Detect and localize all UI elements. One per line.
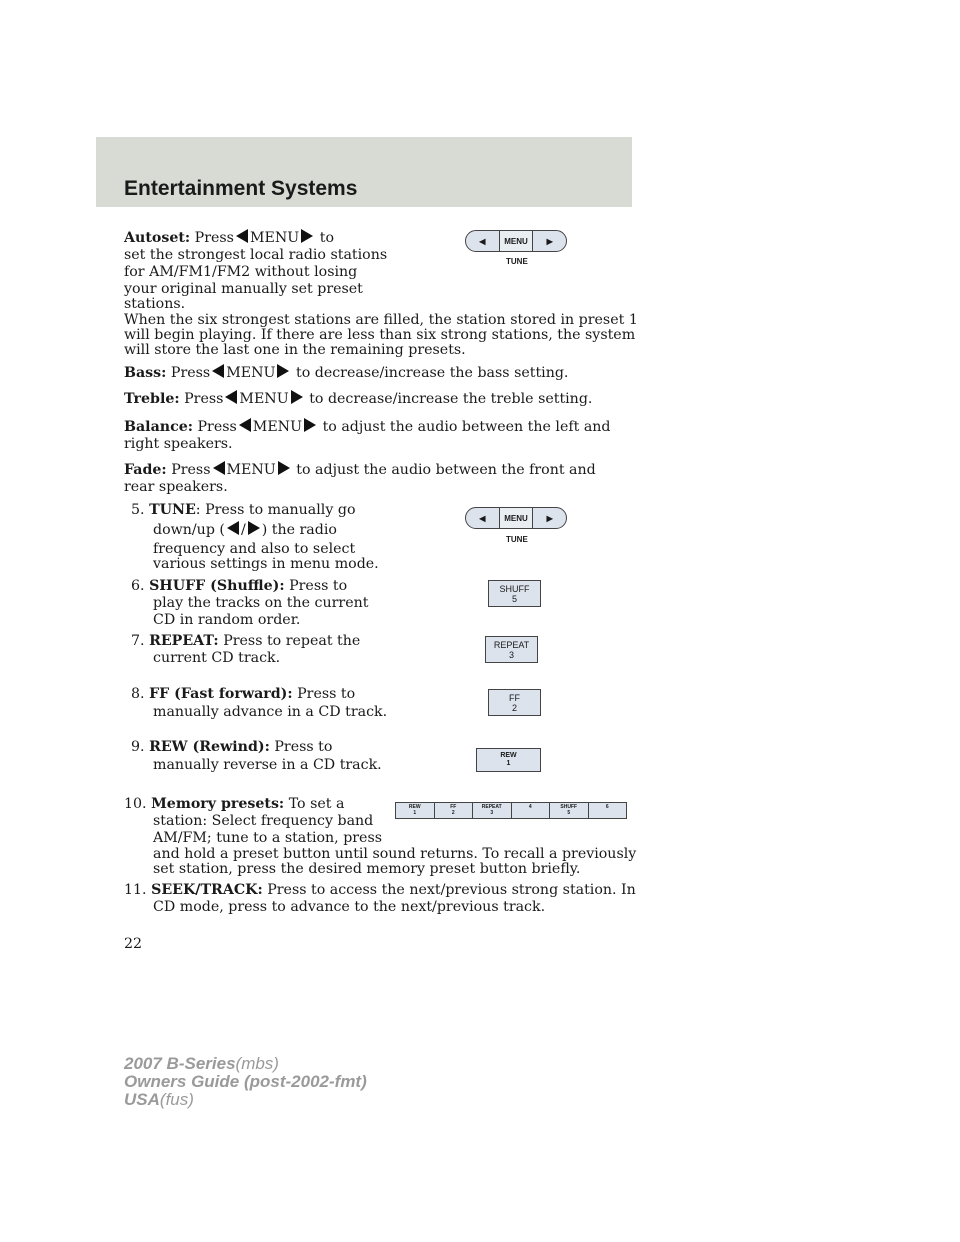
tune-right-icon: ▶ [546, 513, 553, 523]
shuff-item-line2: play the tracks on the current [153, 595, 369, 611]
page-number: 22 [124, 936, 143, 952]
seek-item-line1: 11. SEEK/TRACK: Press to access the next/previous strong station. In [124, 882, 636, 898]
autoset-line4: your original manually set preset [124, 281, 363, 297]
tune-caption: TUNE [506, 535, 528, 544]
bass-line: Bass: Press MENU to decrease/increase the bass setting. [124, 365, 569, 381]
memory-item-line2: station: Select frequency band [153, 813, 374, 829]
autoset-line5: stations. [124, 296, 186, 312]
treble-line: Treble: Press MENU to decrease/increase the treble setting. [124, 391, 593, 407]
left-arrow-icon [212, 364, 224, 378]
fade-line2: rear speakers. [124, 479, 228, 495]
tune-caption: TUNE [506, 257, 528, 266]
preset-4: 4 [512, 803, 551, 818]
right-arrow-icon [291, 390, 303, 404]
ff-item-line2: manually advance in a CD track. [153, 704, 388, 720]
autoset-line6: When the six strongest stations are filled, the station stored in preset 1 [124, 312, 638, 328]
fade-line1: Fade: Press MENU to adjust the audio between the front and [124, 462, 596, 478]
autoset-line1: Autoset: Press MENU to [124, 230, 334, 246]
footer-line3: USA(fus) [124, 1090, 194, 1109]
left-arrow-icon [225, 390, 237, 404]
ff-button-graphic: FF 2 [488, 689, 541, 716]
left-arrow-icon [239, 418, 251, 432]
left-arrow-icon [227, 521, 239, 535]
tune-item-line3: frequency and also to select [153, 541, 356, 557]
memory-item-line4: and hold a preset button until sound returns. To recall a previously [153, 846, 637, 862]
autoset-line2: set the strongest local radio stations [124, 247, 388, 263]
rew-item-line1: 9. REW (Rewind): Press to [131, 739, 333, 755]
tune-left-icon: ◀ [479, 236, 486, 246]
tune-menu-label: MENU [499, 508, 534, 528]
tune-control-graphic [465, 230, 567, 252]
footer-line2: Owners Guide (post-2002-fmt) [124, 1072, 367, 1091]
right-arrow-icon [248, 521, 260, 535]
autoset-line7: will begin playing. If there are less than six strong stations, the system [124, 327, 636, 343]
right-arrow-icon [278, 461, 290, 475]
repeat-item-line1: 7. REPEAT: Press to repeat the [131, 633, 361, 649]
right-arrow-icon [277, 364, 289, 378]
seek-item-line2: CD mode, press to advance to the next/previous track. [153, 899, 546, 915]
tune-item-line1: 5. TUNE: Press to manually go [131, 502, 356, 518]
tune-item-line2: down/up ( / ) the radio [153, 522, 337, 538]
shuff-item-line3: CD in random order. [153, 612, 301, 628]
right-arrow-icon [304, 418, 316, 432]
right-arrow-icon [301, 229, 313, 243]
rew-item-line2: manually reverse in a CD track. [153, 757, 382, 773]
balance-line2: right speakers. [124, 436, 233, 452]
preset-2: FF 2 [435, 803, 474, 818]
preset-3: REPEAT 3 [473, 803, 512, 818]
shuff-item-line1: 6. SHUFF (Shuffle): Press to [131, 578, 348, 594]
memory-item-line5: set station, press the desired memory preset button briefly. [153, 861, 581, 877]
tune-control-graphic [465, 507, 567, 529]
footer-line1: 2007 B-Series(mbs) [124, 1054, 279, 1073]
left-arrow-icon [213, 461, 225, 475]
shuff-button-graphic: SHUFF 5 [488, 580, 541, 607]
preset-1: REW 1 [396, 803, 435, 818]
tune-left-icon: ◀ [479, 513, 486, 523]
tune-right-icon: ▶ [546, 236, 553, 246]
left-arrow-icon [236, 229, 248, 243]
page-title: Entertainment Systems [124, 177, 358, 200]
ff-item-line1: 8. FF (Fast forward): Press to [131, 686, 356, 702]
memory-item-line3: AM/FM; tune to a station, press [153, 830, 383, 846]
balance-line1: Balance: Press MENU to adjust the audio between the left and [124, 419, 611, 435]
preset-bar-graphic [395, 802, 627, 819]
memory-item-line1: 10. Memory presets: To set a [124, 796, 345, 812]
repeat-item-line2: current CD track. [153, 650, 281, 666]
preset-5: SHUFF 5 [550, 803, 589, 818]
tune-menu-label: MENU [499, 231, 534, 251]
tune-item-line4: various settings in menu mode. [153, 556, 379, 572]
rew-button-graphic: REW 1 [476, 748, 541, 772]
preset-6: 6 [605, 804, 609, 810]
autoset-line3: for AM/FM1/FM2 without losing [124, 264, 358, 280]
repeat-button-graphic: REPEAT 3 [485, 636, 538, 663]
autoset-line8: will store the last one in the remaining presets. [124, 342, 466, 358]
